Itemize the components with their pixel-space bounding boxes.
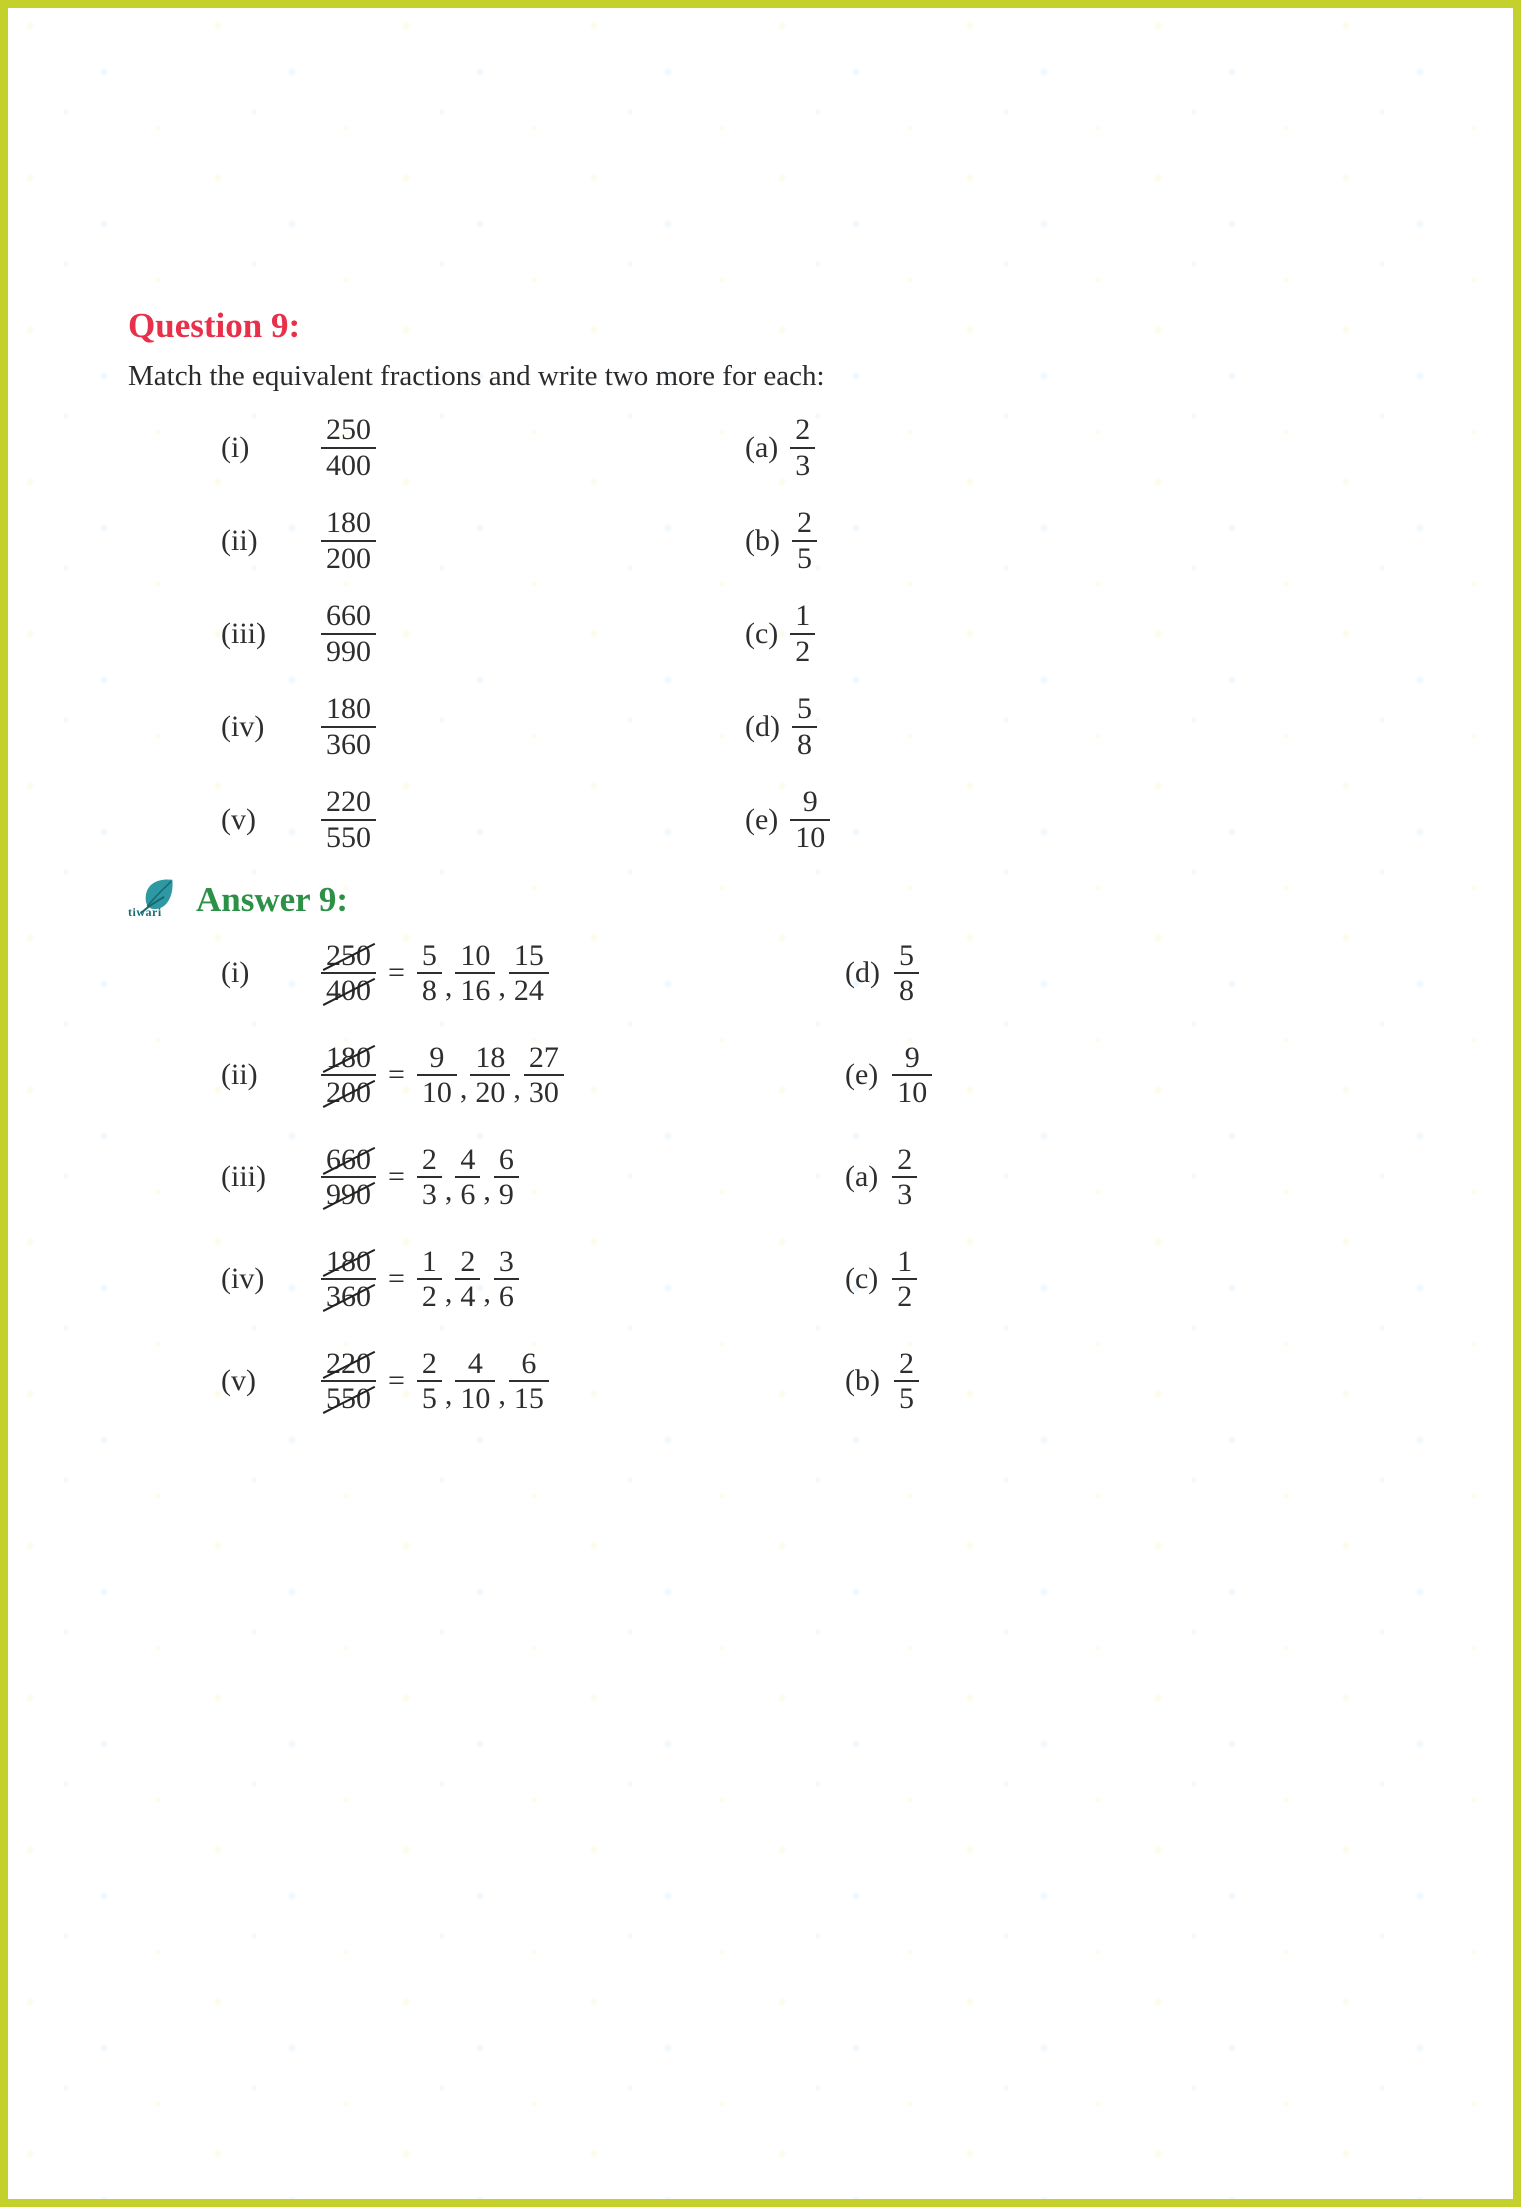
cancelled-numerator: 220 — [326, 1346, 371, 1380]
equivalent-fraction — [524, 1041, 564, 1110]
comma: , — [483, 1174, 491, 1208]
answer-row-4 — [128, 1228, 1453, 1330]
fraction — [792, 692, 817, 761]
fraction-numerator: 1 — [795, 599, 811, 633]
fraction-numerator: 6 — [498, 1142, 514, 1176]
fraction-denominator: 30 — [524, 1074, 564, 1110]
cancelled-denominator: 990 — [326, 1178, 371, 1212]
answer-row-3 — [128, 1126, 1453, 1228]
cancelled-numerator: 180 — [326, 1040, 371, 1074]
cancelled-fraction — [321, 1041, 376, 1110]
item-label: (iii) — [221, 1160, 266, 1194]
option-label: (c) — [745, 616, 779, 650]
fraction-numerator: 27 — [528, 1040, 559, 1074]
fraction-numerator: 2 — [796, 506, 812, 540]
answer-expression — [321, 1347, 549, 1416]
item-label: (ii) — [221, 1058, 258, 1092]
option-label: (e) — [745, 802, 779, 836]
fraction-numerator: 2 — [421, 1142, 437, 1176]
fraction-denominator: 16 — [455, 972, 495, 1008]
logo-wordmark: tiwari — [128, 905, 162, 920]
option-label: (b) — [845, 1364, 880, 1398]
fraction-denominator: 15 — [509, 1380, 549, 1416]
fraction-denominator: 6 — [455, 1176, 480, 1212]
equals-sign: = — [388, 1262, 405, 1296]
comma: , — [513, 1072, 521, 1106]
fraction — [790, 413, 815, 482]
comma: , — [498, 970, 506, 1004]
fraction-denominator: 10 — [417, 1074, 457, 1110]
fraction — [321, 599, 376, 668]
equivalent-fraction — [417, 939, 442, 1008]
fraction-denominator: 5 — [894, 1380, 919, 1416]
option-label: (a) — [745, 430, 779, 464]
answer-expression — [321, 939, 549, 1008]
fraction-numerator: 15 — [513, 938, 544, 972]
equivalent-fraction — [494, 1143, 519, 1212]
fraction — [894, 1347, 919, 1416]
option — [745, 413, 815, 482]
equivalent-fraction — [455, 939, 495, 1008]
answer-expression — [321, 1143, 519, 1212]
tiwari-academy-logo — [128, 878, 186, 920]
matched-option — [845, 1245, 917, 1314]
comma: , — [444, 1276, 453, 1310]
item-label: (v) — [221, 1364, 256, 1398]
fraction-numerator: 3 — [498, 1244, 514, 1278]
cancelled-denominator: 360 — [326, 1280, 371, 1314]
equivalent-fraction — [417, 1041, 457, 1110]
item-label: (v) — [221, 802, 256, 836]
equals-sign: = — [388, 1364, 405, 1398]
fraction — [892, 1041, 932, 1110]
answer-heading: Answer 9: — [196, 879, 348, 919]
item-label: (ii) — [221, 523, 258, 557]
fraction-numerator: 2 — [898, 1346, 914, 1380]
equivalent-fraction — [417, 1245, 442, 1314]
item-label: (iv) — [221, 709, 265, 743]
matched-option — [845, 1347, 919, 1416]
fraction-numerator: 9 — [429, 1040, 445, 1074]
option-label: (d) — [745, 709, 780, 743]
fraction — [321, 785, 376, 854]
equals-sign: = — [388, 1160, 405, 1194]
cancelled-denominator: 200 — [326, 1076, 371, 1110]
matched-option — [845, 939, 919, 1008]
fraction-numerator: 2 — [460, 1244, 476, 1278]
question-row-5 — [128, 773, 1453, 866]
fraction — [321, 692, 376, 761]
fraction-denominator: 10 — [790, 819, 830, 855]
fraction-numerator: 180 — [326, 506, 371, 540]
question-match-list — [128, 401, 1453, 866]
item-label: (iv) — [221, 1262, 265, 1296]
fraction-denominator: 6 — [494, 1278, 519, 1314]
fraction-numerator: 18 — [475, 1040, 506, 1074]
question-row-3 — [128, 587, 1453, 680]
option-label: (a) — [845, 1160, 879, 1194]
option — [745, 692, 817, 761]
option-label: (b) — [745, 523, 780, 557]
option-label: (d) — [845, 956, 880, 990]
fraction — [792, 506, 817, 575]
fraction-numerator: 6 — [521, 1346, 537, 1380]
equals-sign: = — [388, 956, 405, 990]
cancelled-numerator: 660 — [326, 1142, 371, 1176]
fraction-numerator: 2 — [421, 1346, 437, 1380]
fraction-denominator: 8 — [894, 972, 919, 1008]
fraction-denominator: 8 — [792, 726, 817, 762]
fraction-numerator: 250 — [326, 413, 371, 447]
fraction-denominator: 24 — [509, 972, 549, 1008]
option-label: (e) — [845, 1058, 879, 1092]
comma: , — [483, 1276, 491, 1310]
fraction-numerator: 2 — [897, 1142, 913, 1176]
fraction-denominator: 200 — [321, 540, 376, 576]
fraction-denominator: 400 — [321, 447, 376, 483]
fraction-denominator: 10 — [455, 1380, 495, 1416]
fraction — [321, 506, 376, 575]
equivalent-fraction — [455, 1245, 480, 1314]
fraction-numerator: 1 — [421, 1244, 437, 1278]
equivalent-fraction — [417, 1143, 442, 1212]
question-row-1 — [128, 401, 1453, 494]
answer-header — [128, 870, 1453, 928]
fraction-denominator: 2 — [417, 1278, 442, 1314]
fraction-numerator: 9 — [904, 1040, 920, 1074]
fraction-numerator: 1 — [897, 1244, 913, 1278]
fraction-numerator: 180 — [326, 692, 371, 726]
option — [745, 785, 830, 854]
comma: , — [444, 970, 453, 1004]
fraction-denominator: 360 — [321, 726, 376, 762]
fraction-numerator: 4 — [467, 1346, 483, 1380]
answer-expression — [321, 1041, 564, 1110]
equivalent-fraction — [509, 939, 549, 1008]
fraction-numerator: 220 — [326, 785, 371, 819]
question-row-2 — [128, 494, 1453, 587]
fraction-denominator: 3 — [417, 1176, 442, 1212]
fraction-denominator: 3 — [790, 447, 815, 483]
comma: , — [444, 1378, 453, 1412]
cancelled-fraction — [321, 939, 376, 1008]
cancelled-numerator: 250 — [326, 938, 371, 972]
fraction-numerator: 2 — [795, 413, 811, 447]
equals-sign: = — [388, 1058, 405, 1092]
equivalent-fraction — [455, 1143, 480, 1212]
answer-list — [128, 922, 1453, 1432]
equivalent-fraction — [509, 1347, 549, 1416]
question-intro: Match the equivalent fractions and write two more for each: — [128, 360, 825, 392]
fraction-numerator: 9 — [802, 785, 818, 819]
fraction — [790, 785, 830, 854]
answer-row-1 — [128, 922, 1453, 1024]
fraction-denominator: 5 — [417, 1380, 442, 1416]
fraction — [321, 413, 376, 482]
fraction-denominator: 9 — [494, 1176, 519, 1212]
fraction-denominator: 4 — [455, 1278, 480, 1314]
option — [745, 599, 815, 668]
item-label: (i) — [221, 430, 250, 464]
comma: , — [498, 1378, 506, 1412]
fraction-denominator: 990 — [321, 633, 376, 669]
fraction-numerator: 5 — [421, 938, 437, 972]
comma: , — [444, 1174, 453, 1208]
cancelled-fraction — [321, 1347, 376, 1416]
fraction-numerator: 660 — [326, 599, 371, 633]
equivalent-fraction — [417, 1347, 442, 1416]
fraction — [894, 939, 919, 1008]
cancelled-fraction — [321, 1143, 376, 1212]
cancelled-numerator: 180 — [326, 1244, 371, 1278]
fraction-numerator: 5 — [796, 692, 812, 726]
comma: , — [459, 1072, 468, 1106]
question-row-4 — [128, 680, 1453, 773]
fraction — [892, 1245, 917, 1314]
option — [745, 506, 817, 575]
answer-expression — [321, 1245, 519, 1314]
cancelled-denominator: 550 — [326, 1382, 371, 1416]
page-content — [8, 8, 1513, 1432]
matched-option — [845, 1143, 917, 1212]
fraction-denominator: 8 — [417, 972, 442, 1008]
item-label: (iii) — [221, 616, 266, 650]
cancelled-fraction — [321, 1245, 376, 1314]
cancelled-denominator: 400 — [326, 974, 371, 1008]
fraction-denominator: 10 — [892, 1074, 932, 1110]
fraction — [892, 1143, 917, 1212]
fraction-numerator: 4 — [460, 1142, 476, 1176]
option-label: (c) — [845, 1262, 879, 1296]
fraction-denominator: 5 — [792, 540, 817, 576]
fraction — [790, 599, 815, 668]
fraction-numerator: 5 — [898, 938, 914, 972]
fraction-numerator: 10 — [460, 938, 491, 972]
question-heading: Question 9: — [128, 306, 301, 345]
fraction-denominator: 3 — [892, 1176, 917, 1212]
answer-row-2 — [128, 1024, 1453, 1126]
equivalent-fraction — [494, 1245, 519, 1314]
fraction-denominator: 2 — [892, 1278, 917, 1314]
fraction-denominator: 2 — [790, 633, 815, 669]
fraction-denominator: 20 — [470, 1074, 510, 1110]
answer-row-5 — [128, 1330, 1453, 1432]
matched-option — [845, 1041, 932, 1110]
item-label: (i) — [221, 956, 250, 990]
equivalent-fraction — [470, 1041, 510, 1110]
equivalent-fraction — [455, 1347, 495, 1416]
fraction-denominator: 550 — [321, 819, 376, 855]
